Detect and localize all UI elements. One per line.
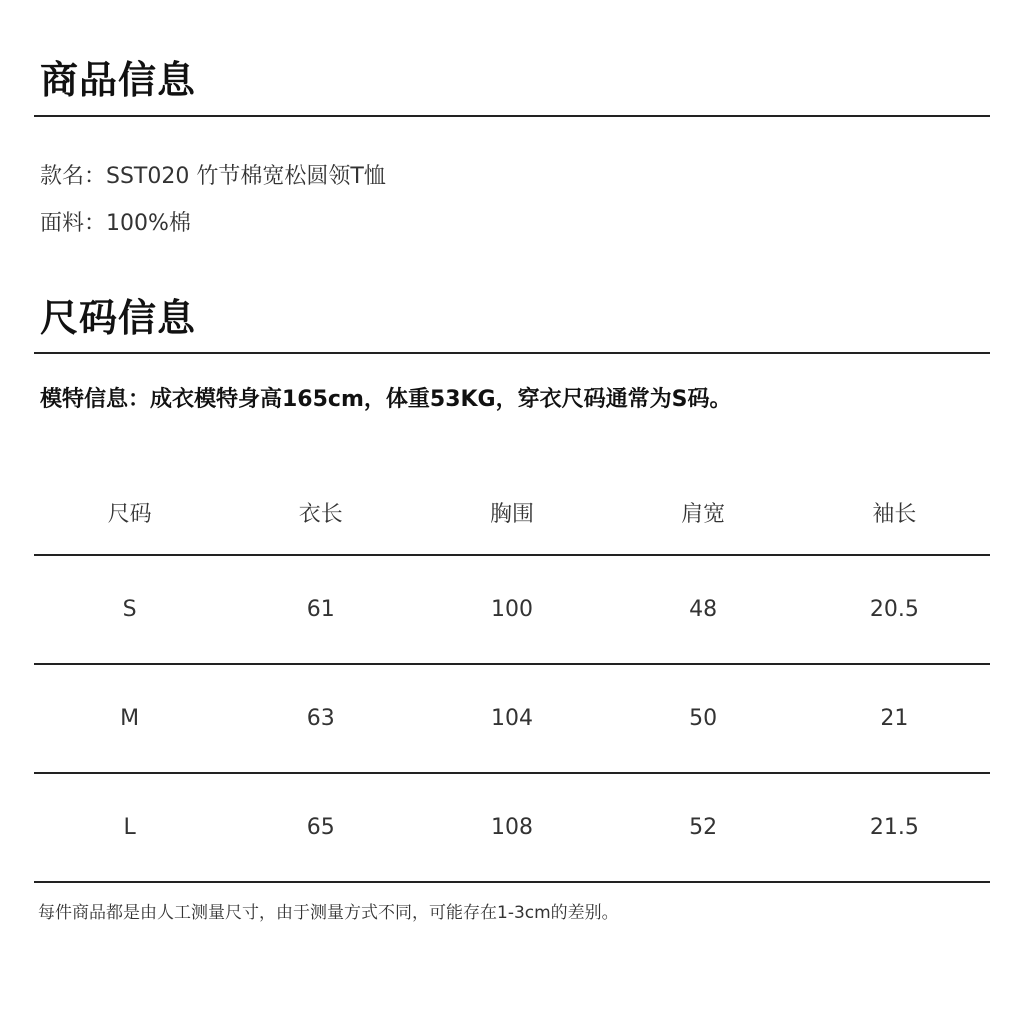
header-shoulder: 肩宽 <box>681 501 726 527</box>
header-sleeve: 袖长 <box>872 501 917 527</box>
cell-chest: 100 <box>490 597 533 622</box>
cell-size: M <box>120 706 140 731</box>
cell-sleeve: 21.5 <box>869 815 919 840</box>
size-info-divider <box>34 352 990 354</box>
cell-size: L <box>123 815 136 840</box>
measurement-footnote: 每件商品都是由人工测量尺寸，由于测量方式不同，可能存在1-3cm的差别。 <box>38 903 619 923</box>
fabric-line: 面料：100%棉 <box>40 211 191 236</box>
cell-shoulder: 48 <box>689 597 718 622</box>
style-name-line: 款名：SST020 竹节棉宽松圆领T恤 <box>40 164 386 189</box>
cell-shoulder: 52 <box>689 815 718 840</box>
table-row <box>34 665 990 772</box>
cell-shoulder: 50 <box>689 706 718 731</box>
table-row <box>34 556 990 663</box>
table-header-row <box>34 470 990 554</box>
header-chest: 胸围 <box>489 501 534 527</box>
cell-length: 63 <box>306 706 335 731</box>
table-row <box>34 774 990 881</box>
cell-sleeve: 21 <box>880 706 909 731</box>
header-length: 衣长 <box>298 501 343 527</box>
header-size: 尺码 <box>107 501 152 527</box>
cell-sleeve: 20.5 <box>869 597 919 622</box>
cell-size: S <box>122 597 137 622</box>
cell-length: 61 <box>306 597 335 622</box>
product-info-divider <box>34 115 990 117</box>
size-info-title: 尺码信息 <box>40 296 197 340</box>
cell-length: 65 <box>306 815 335 840</box>
cell-chest: 108 <box>490 815 533 840</box>
size-table <box>34 470 990 883</box>
cell-chest: 104 <box>490 706 533 731</box>
product-info-title: 商品信息 <box>40 58 197 102</box>
table-divider <box>34 881 990 883</box>
model-info-line: 模特信息：成衣模特身高165cm，体重53KG，穿衣尺码通常为S码。 <box>40 387 732 412</box>
